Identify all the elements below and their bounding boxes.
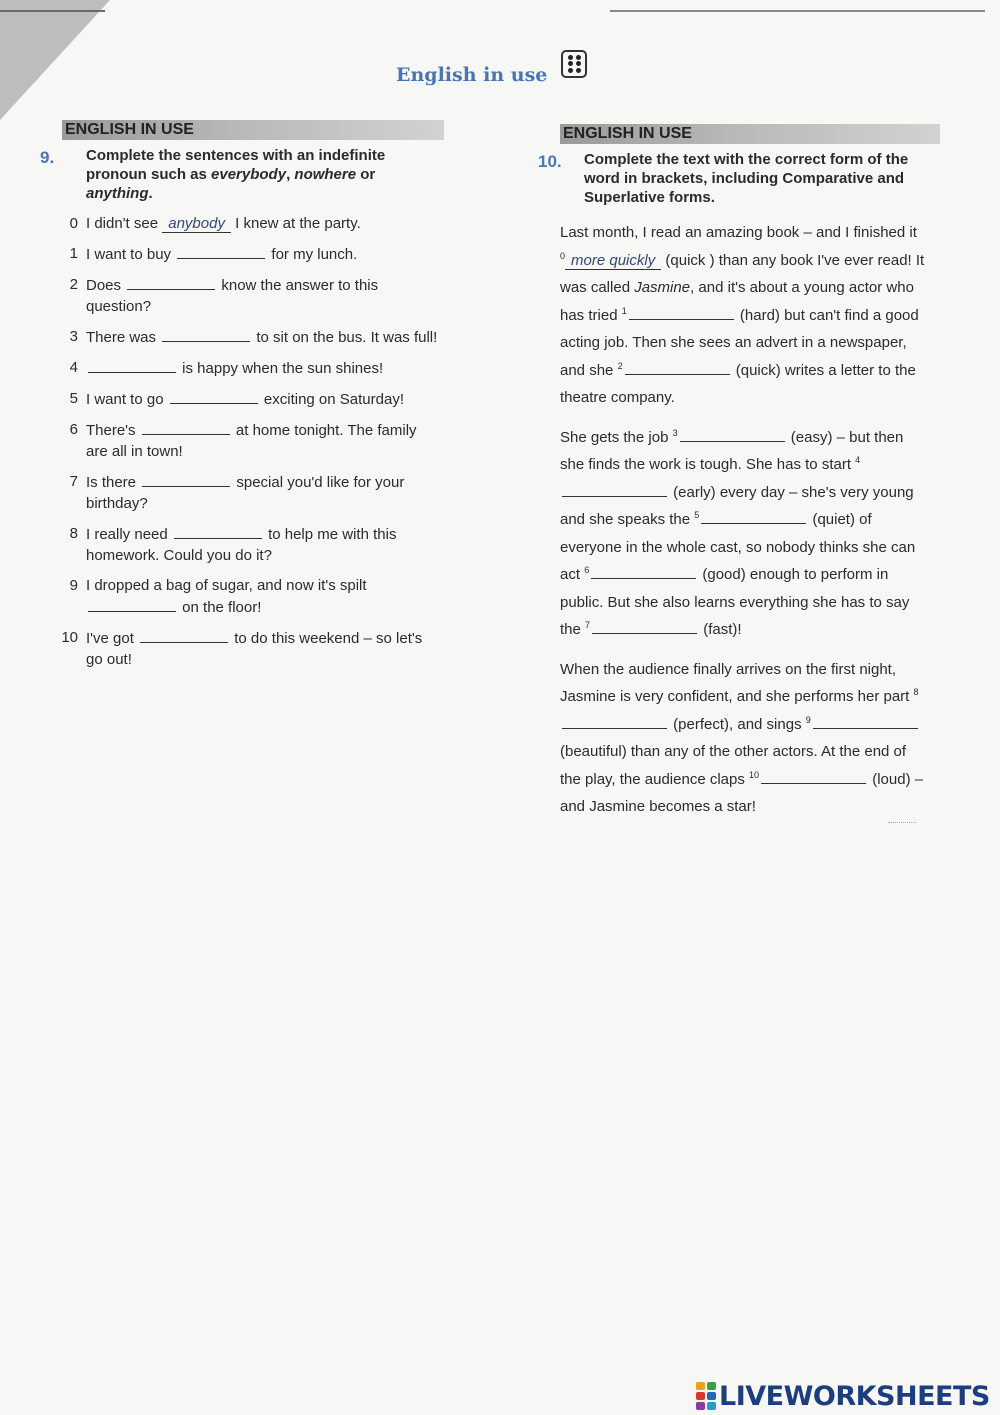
example-answer: more quickly [565,252,661,270]
exercise-instruction: Complete the sentences with an indefinite pronoun such as everybody, nowhere or anything. [86,147,386,202]
list-item: 9 I dropped a bag of sugar, and now it's spilt on the floor! [69,577,367,616]
exercise-number: 9. [40,148,55,167]
answer-blank[interactable] [88,596,176,612]
answer-blank[interactable] [761,768,866,784]
list-item: 3 There was to sit on the bus. It was full! [69,328,438,346]
answer-blank[interactable] [591,563,696,579]
list-item: 0 I didn't see anybody I knew at the party. [69,215,361,232]
exercise-9-header [40,146,440,203]
answer-blank[interactable] [562,713,667,729]
answer-blank[interactable] [680,426,785,442]
answer-blank[interactable] [127,274,215,290]
list-item: 7 Is there special you'd like for your birthday? [69,473,405,512]
list-item: 10 I've got to do this weekend – so let's go out! [61,629,423,668]
answer-blank[interactable] [592,618,697,634]
exercise-10 [538,150,930,833]
paragraph-1: Last month, I read an amazing book – and I finished it $^0$ more quickly (quick ) than any book I've ever read! It was called Jasmine, and it's about a young actor who has tried $^1$ (hard) but can't find a good acting job. Then she sees an advert in a newspaper, and she $^2$ (quick) writes a letter to the theatre company. [560,224,925,406]
answer-blank[interactable] [174,523,262,539]
answer-blank[interactable] [813,713,918,729]
answer-blank[interactable] [562,481,667,497]
dice-icon [561,50,587,78]
top-rule-left [0,10,105,12]
paragraph-3: When the audience finally arrives on the first night, Jasmine is very confident, and she performs her part $^8$ (perfect), and sings $^9$ (beautiful) than any of the other actors. At the end of the play, the audience claps $^{10}$ (loud) – and Jasmine becomes a star! [560,660,924,815]
exercise-10-text [538,219,930,821]
list-item: 6 There's at home tonight. The family are all in town! [69,421,417,460]
answer-blank[interactable] [629,304,734,320]
answer-blank[interactable] [142,471,230,487]
answer-blank[interactable] [142,419,230,435]
list-item: 4 is happy when the sun shines! [69,359,384,377]
answer-blank[interactable] [177,243,265,259]
answer-blank[interactable] [88,357,176,373]
liveworksheets-logo[interactable] [696,1380,990,1412]
folded-corner [0,0,110,120]
answer-blank[interactable] [625,359,730,375]
list-item: 5 I want to go exciting on Saturday! [69,390,404,408]
answer-blank[interactable] [701,508,806,524]
answer-blank[interactable] [140,627,228,643]
logo-text: LIVEWORKSHEETS [719,1380,990,1412]
divider [888,822,916,823]
exercise-10-header [538,150,930,207]
list-item: 8 I really need to help me with this homework. Could you do it? [69,525,397,564]
answer-blank[interactable] [170,388,258,404]
exercise-9-items [40,213,440,670]
top-rule-right [610,10,985,12]
section-bar-left: ENGLISH IN USE [62,120,444,140]
exercise-9 [40,146,440,679]
list-item: 2 Does know the answer to this question? [69,276,379,315]
liveworksheets-logo-icon [696,1382,716,1410]
answer-blank[interactable] [162,326,250,342]
exercise-number: 10. [538,152,562,171]
paragraph-2: She gets the job $^3$ (easy) – but then she finds the work is tough. She has to start $^4$ (early) every day – she's very young and she speaks the $^5$ (quiet) of everyone in the whole cast, so nobody thinks she can act $^6$ (good) enough to perform in public. But she also learns everything she has to say the $^7$ (fast)! [560,427,916,638]
section-bar-right: ENGLISH IN USE [560,124,940,144]
list-item: 1 I want to buy for my lunch. [69,245,358,263]
page-title: English in use [396,64,548,86]
exercise-instruction: Complete the text with the correct form of the word in brackets, including Comparative and Superlative forms. [584,151,909,206]
example-answer: anybody [162,215,231,233]
